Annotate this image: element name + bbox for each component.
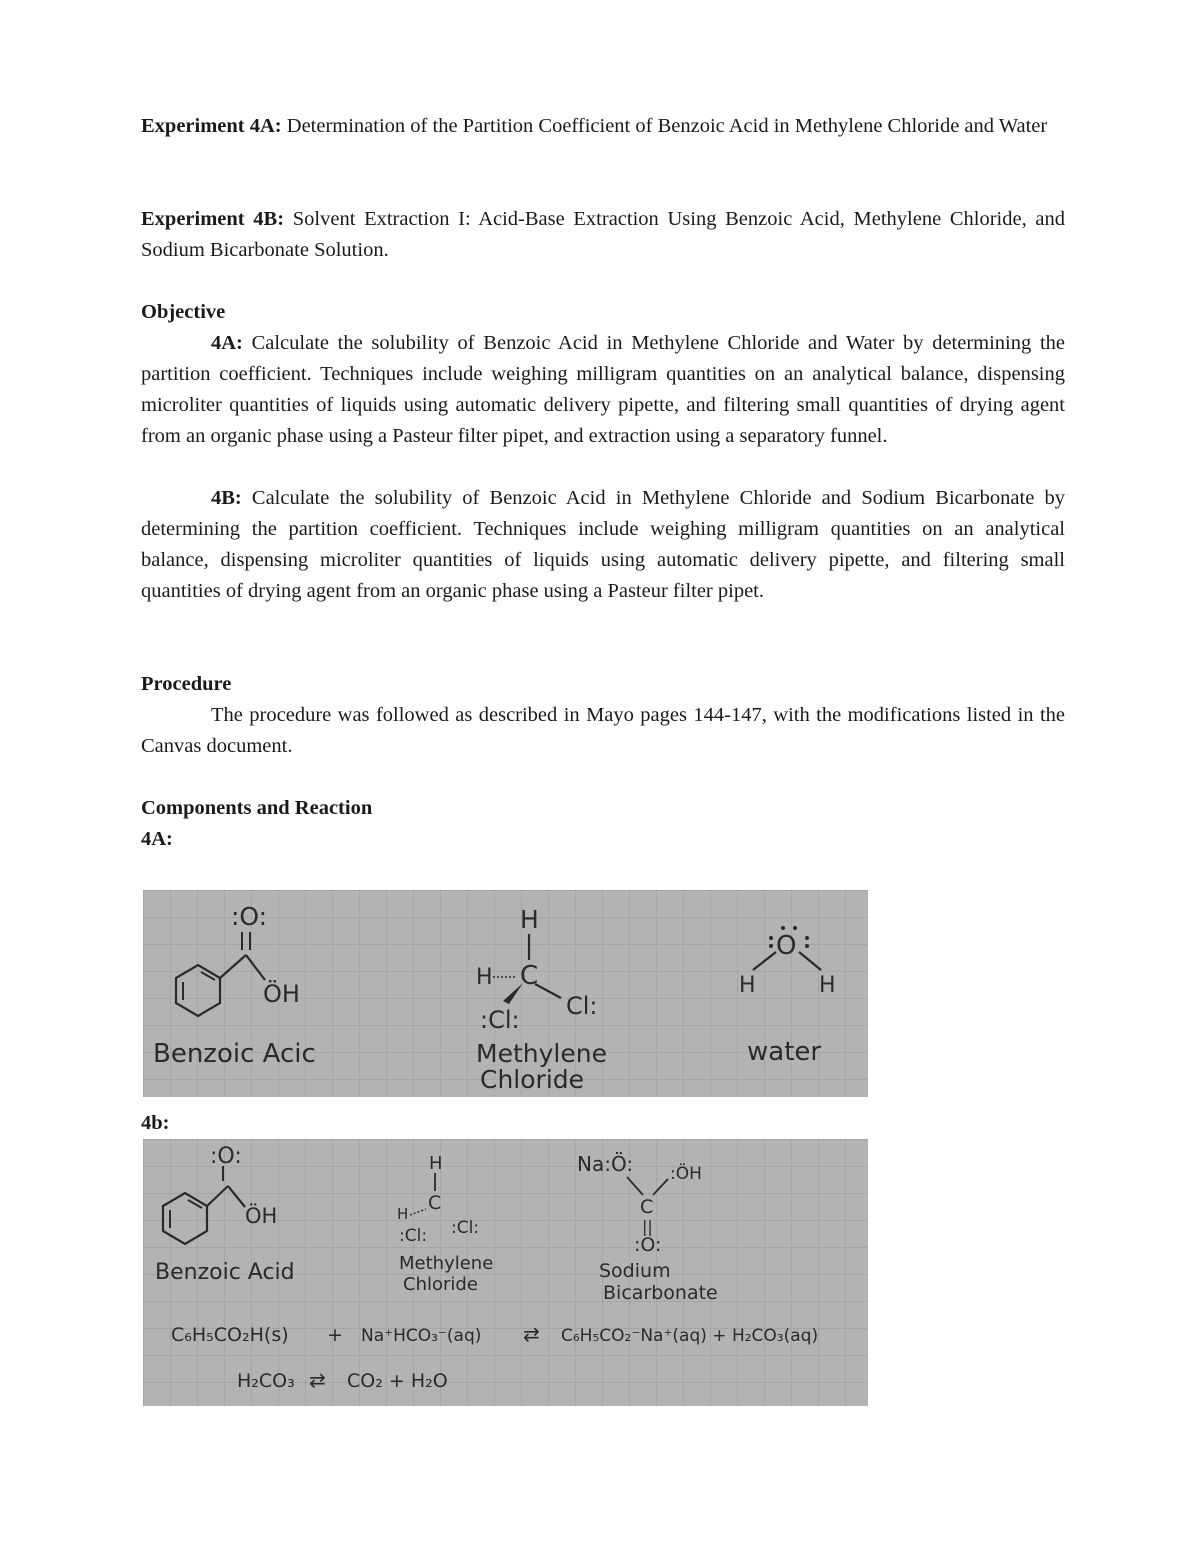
sodium-bicarbonate-carbonyl-oxygen: :O: xyxy=(634,1234,662,1256)
methylene-chlorine-2-4b: :Cl: xyxy=(451,1218,480,1238)
experiment-4a-text: Determination of the Partition Coefficient of Benzoic Acid in Methylene Chloride and Water xyxy=(281,115,1048,137)
experiment-4a-title xyxy=(141,111,1065,142)
methylene-top-hydrogen: H xyxy=(520,905,539,934)
figure-4b-drawing xyxy=(143,1139,868,1406)
objective-4b-text: Calculate the solubility of Benzoic Acid in Methylene Chloride and Sodium Bicarbonate by determining the partition coefficient. Techniques include weighing milligram quantities on an analytical balance, dispensing microliter quantities of liquids using automatic delivery pipette, and filtering small quantities of drying agent from an organic phase using a Pasteur filter pipet. xyxy=(141,487,1065,602)
benzoic-acid-hydroxyl: ÖH xyxy=(263,980,300,1008)
reaction-1-arrow: ⇄ xyxy=(523,1322,540,1346)
methylene-label-4b-1: Methylene xyxy=(399,1253,494,1274)
components-heading: Components and Reaction xyxy=(141,797,373,819)
water-label-4a: water xyxy=(747,1037,822,1067)
objective-heading: Objective xyxy=(141,301,226,323)
sodium-bicarbonate-label-1: Sodium xyxy=(599,1260,671,1282)
methylene-label-4a-2: Chloride xyxy=(480,1065,585,1094)
benzoic-acid-carbonyl-oxygen-4b: :O: xyxy=(210,1144,242,1169)
objective-4a-paragraph xyxy=(141,328,1065,452)
methylene-carbon-4b: C xyxy=(428,1192,442,1214)
figure-4a-drawing xyxy=(143,890,868,1097)
experiment-4b-text: Solvent Extraction I: Acid-Base Extraction Using Benzoic Acid, Methylene Chloride, and Sodium Bicarbonate Solution. xyxy=(141,208,1065,261)
sodium-bicarbonate-hydroxyl: :ÖH xyxy=(670,1164,702,1184)
experiment-4a-label: Experiment 4A: xyxy=(141,115,282,137)
benzoic-acid-label-4a: Benzoic Acic xyxy=(153,1039,316,1069)
methylene-chlorine-1-4b: :Cl: xyxy=(399,1226,428,1246)
methylene-dashed-hydrogen-4b: H xyxy=(397,1205,409,1223)
figure-4a-photo xyxy=(143,890,868,1097)
reaction-1-reactant-1: C₆H₅CO₂H(s) xyxy=(171,1324,289,1346)
methylene-chlorine-2: Cl: xyxy=(566,992,598,1020)
figure-4b-photo xyxy=(143,1139,868,1406)
methylene-top-hydrogen-4b: H xyxy=(429,1153,443,1174)
methylene-chlorine-1: :Cl: xyxy=(480,1006,520,1034)
objective-4a-text: Calculate the solubility of Benzoic Acid in Methylene Chloride and Water by determining the partition coefficient. Techniques include weighing milligram quantities on an analytical balance, dispensing microliter quantities of liquids using automatic delivery pipette, and filtering small quantities of drying agent from an organic phase using a Pasteur filter pipet, and extraction using a separatory funnel. xyxy=(141,332,1065,447)
reaction-1-product: C₆H₅CO₂⁻Na⁺(aq) + H₂CO₃(aq) xyxy=(561,1326,819,1346)
reaction-1-plus: + xyxy=(327,1324,343,1346)
water-oxygen: O xyxy=(776,931,797,961)
components-4b-label: 4b: xyxy=(141,1112,170,1134)
sodium-bicarbonate-label-2: Bicarbonate xyxy=(603,1282,718,1304)
sodium-bicarbonate-carbon: C xyxy=(640,1196,654,1218)
water-hydrogen-1: H xyxy=(739,973,756,998)
benzoic-acid-label-4b: Benzoic Acid xyxy=(155,1260,295,1285)
methylene-dashed-hydrogen: H xyxy=(476,965,493,990)
benzoic-acid-hydroxyl-4b: ÖH xyxy=(245,1204,278,1228)
reaction-2-product: CO₂ + H₂O xyxy=(347,1370,448,1392)
procedure-text: The procedure was followed as described in Mayo pages 144-147, with the modifications listed in the Canvas document. xyxy=(141,704,1065,757)
procedure-heading: Procedure xyxy=(141,673,232,695)
experiment-4b-title xyxy=(141,204,1065,266)
methylene-label-4a-1: Methylene xyxy=(476,1039,607,1068)
water-hydrogen-2: H xyxy=(819,973,836,998)
reaction-2-arrow: ⇄ xyxy=(309,1368,326,1392)
methylene-label-4b-2: Chloride xyxy=(403,1274,478,1295)
sodium-oxide-group: Na:Ö: xyxy=(577,1152,634,1176)
objective-4b-label: 4B: xyxy=(211,487,242,509)
experiment-4b-label: Experiment 4B: xyxy=(141,208,285,230)
sodium-bicarbonate-double-bond: || xyxy=(642,1217,653,1236)
components-4a-label: 4A: xyxy=(141,828,173,850)
reaction-1-reactant-2: Na⁺HCO₃⁻(aq) xyxy=(361,1326,482,1346)
methylene-carbon: C xyxy=(520,961,539,991)
objective-4a-label: 4A: xyxy=(211,332,243,354)
reaction-2-reactant: H₂CO₃ xyxy=(237,1370,295,1392)
objective-4b-paragraph xyxy=(141,483,1065,607)
benzoic-acid-carbonyl-oxygen: :O: xyxy=(231,902,268,931)
